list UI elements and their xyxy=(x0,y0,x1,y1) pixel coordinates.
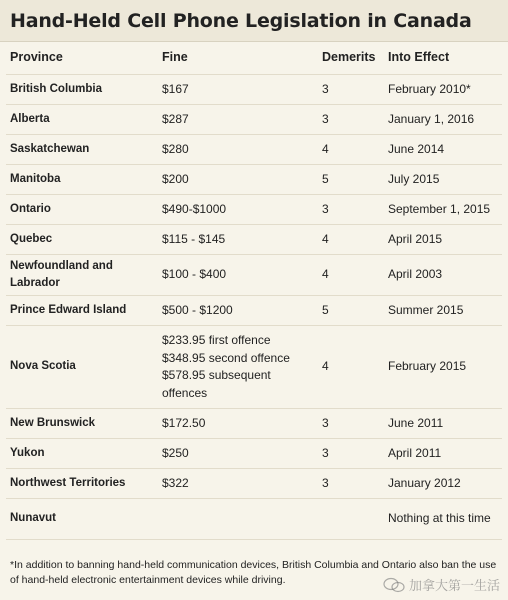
demerits-cell: 3 xyxy=(318,75,384,105)
province-cell: Alberta xyxy=(6,105,158,135)
into-effect-cell: April 2015 xyxy=(384,225,502,255)
header-fine: Fine xyxy=(158,42,318,75)
chat-bubbles-icon xyxy=(383,577,405,593)
table-row xyxy=(6,409,502,439)
fine-cell xyxy=(158,165,318,195)
table-header-row xyxy=(6,42,502,75)
fine-line: $167 xyxy=(162,81,189,96)
fine-cell xyxy=(158,105,318,135)
into-effect-cell: September 1, 2015 xyxy=(384,195,502,225)
demerits-cell: 3 xyxy=(318,195,384,225)
fine-line: $578.95 subsequent offences xyxy=(162,368,271,400)
fine-line: $322 xyxy=(162,475,189,490)
fine-cell xyxy=(158,499,318,540)
province-cell: Nova Scotia xyxy=(6,326,158,409)
demerits-cell: 5 xyxy=(318,296,384,326)
table-row xyxy=(6,255,502,296)
fine-line: $250 xyxy=(162,445,189,460)
table-row xyxy=(6,105,502,135)
into-effect-cell: January 2012 xyxy=(384,469,502,499)
into-effect-cell: Nothing at this time xyxy=(384,499,502,540)
fine-cell xyxy=(158,135,318,165)
table-row xyxy=(6,326,502,409)
table-row xyxy=(6,75,502,105)
header-demerits: Demerits xyxy=(318,42,384,75)
province-cell: Quebec xyxy=(6,225,158,255)
into-effect-cell: February 2010* xyxy=(384,75,502,105)
fine-line: $348.95 second offence xyxy=(162,350,290,365)
legislation-table xyxy=(6,42,502,540)
into-effect-cell: June 2011 xyxy=(384,409,502,439)
table-row xyxy=(6,135,502,165)
table-row xyxy=(6,469,502,499)
fine-cell xyxy=(158,326,318,409)
table-body xyxy=(6,75,502,540)
into-effect-cell: Summer 2015 xyxy=(384,296,502,326)
title-bar xyxy=(0,0,508,42)
fine-cell xyxy=(158,195,318,225)
table-row xyxy=(6,195,502,225)
demerits-cell xyxy=(318,499,384,540)
watermark-text: 加拿大第一生活 xyxy=(408,578,500,593)
province-cell: Newfoundland and Labrador xyxy=(6,255,158,296)
fine-cell xyxy=(158,75,318,105)
table-row xyxy=(6,225,502,255)
watermark xyxy=(383,575,500,594)
into-effect-cell: April 2011 xyxy=(384,439,502,469)
province-cell: Yukon xyxy=(6,439,158,469)
demerits-cell: 5 xyxy=(318,165,384,195)
into-effect-cell: February 2015 xyxy=(384,326,502,409)
fine-cell xyxy=(158,409,318,439)
header-into-effect: Into Effect xyxy=(384,42,502,75)
fine-cell xyxy=(158,296,318,326)
into-effect-cell: April 2003 xyxy=(384,255,502,296)
province-cell: British Columbia xyxy=(6,75,158,105)
table-row xyxy=(6,499,502,540)
fine-cell xyxy=(158,255,318,296)
province-cell: Nunavut xyxy=(6,499,158,540)
table-row xyxy=(6,296,502,326)
table-row xyxy=(6,439,502,469)
fine-cell xyxy=(158,225,318,255)
fine-line: $172.50 xyxy=(162,415,206,430)
into-effect-cell: June 2014 xyxy=(384,135,502,165)
province-cell: Manitoba xyxy=(6,165,158,195)
fine-line: $280 xyxy=(162,141,189,156)
fine-cell xyxy=(158,469,318,499)
fine-line: $233.95 first offence xyxy=(162,333,271,347)
demerits-cell: 3 xyxy=(318,105,384,135)
fine-line: $500 - $1200 xyxy=(162,302,233,317)
province-cell: Prince Edward Island xyxy=(6,296,158,326)
province-cell: Northwest Territories xyxy=(6,469,158,499)
into-effect-cell: January 1, 2016 xyxy=(384,105,502,135)
fine-line: $287 xyxy=(162,111,189,126)
demerits-cell: 4 xyxy=(318,135,384,165)
footnote: *In addition to banning hand-held communication devices, British Columbia and Ontario also ban the use of hand-held electronic entertainment devices while driving. xyxy=(10,559,497,586)
demerits-cell: 4 xyxy=(318,255,384,296)
fine-line: $115 - $145 xyxy=(162,231,226,246)
header-province: Province xyxy=(6,42,158,75)
demerits-cell: 4 xyxy=(318,225,384,255)
into-effect-cell: July 2015 xyxy=(384,165,502,195)
fine-line: $200 xyxy=(162,171,189,186)
province-cell: Saskatchewan xyxy=(6,135,158,165)
demerits-cell: 3 xyxy=(318,409,384,439)
page-title: Hand-Held Cell Phone Legislation in Canada xyxy=(10,9,472,32)
demerits-cell: 4 xyxy=(318,326,384,409)
province-cell: Ontario xyxy=(6,195,158,225)
fine-cell xyxy=(158,439,318,469)
demerits-cell: 3 xyxy=(318,439,384,469)
table-row xyxy=(6,165,502,195)
fine-line: $100 - $400 xyxy=(162,267,227,282)
fine-line: $490-$1000 xyxy=(162,201,227,216)
province-cell: New Brunswick xyxy=(6,409,158,439)
demerits-cell: 3 xyxy=(318,469,384,499)
